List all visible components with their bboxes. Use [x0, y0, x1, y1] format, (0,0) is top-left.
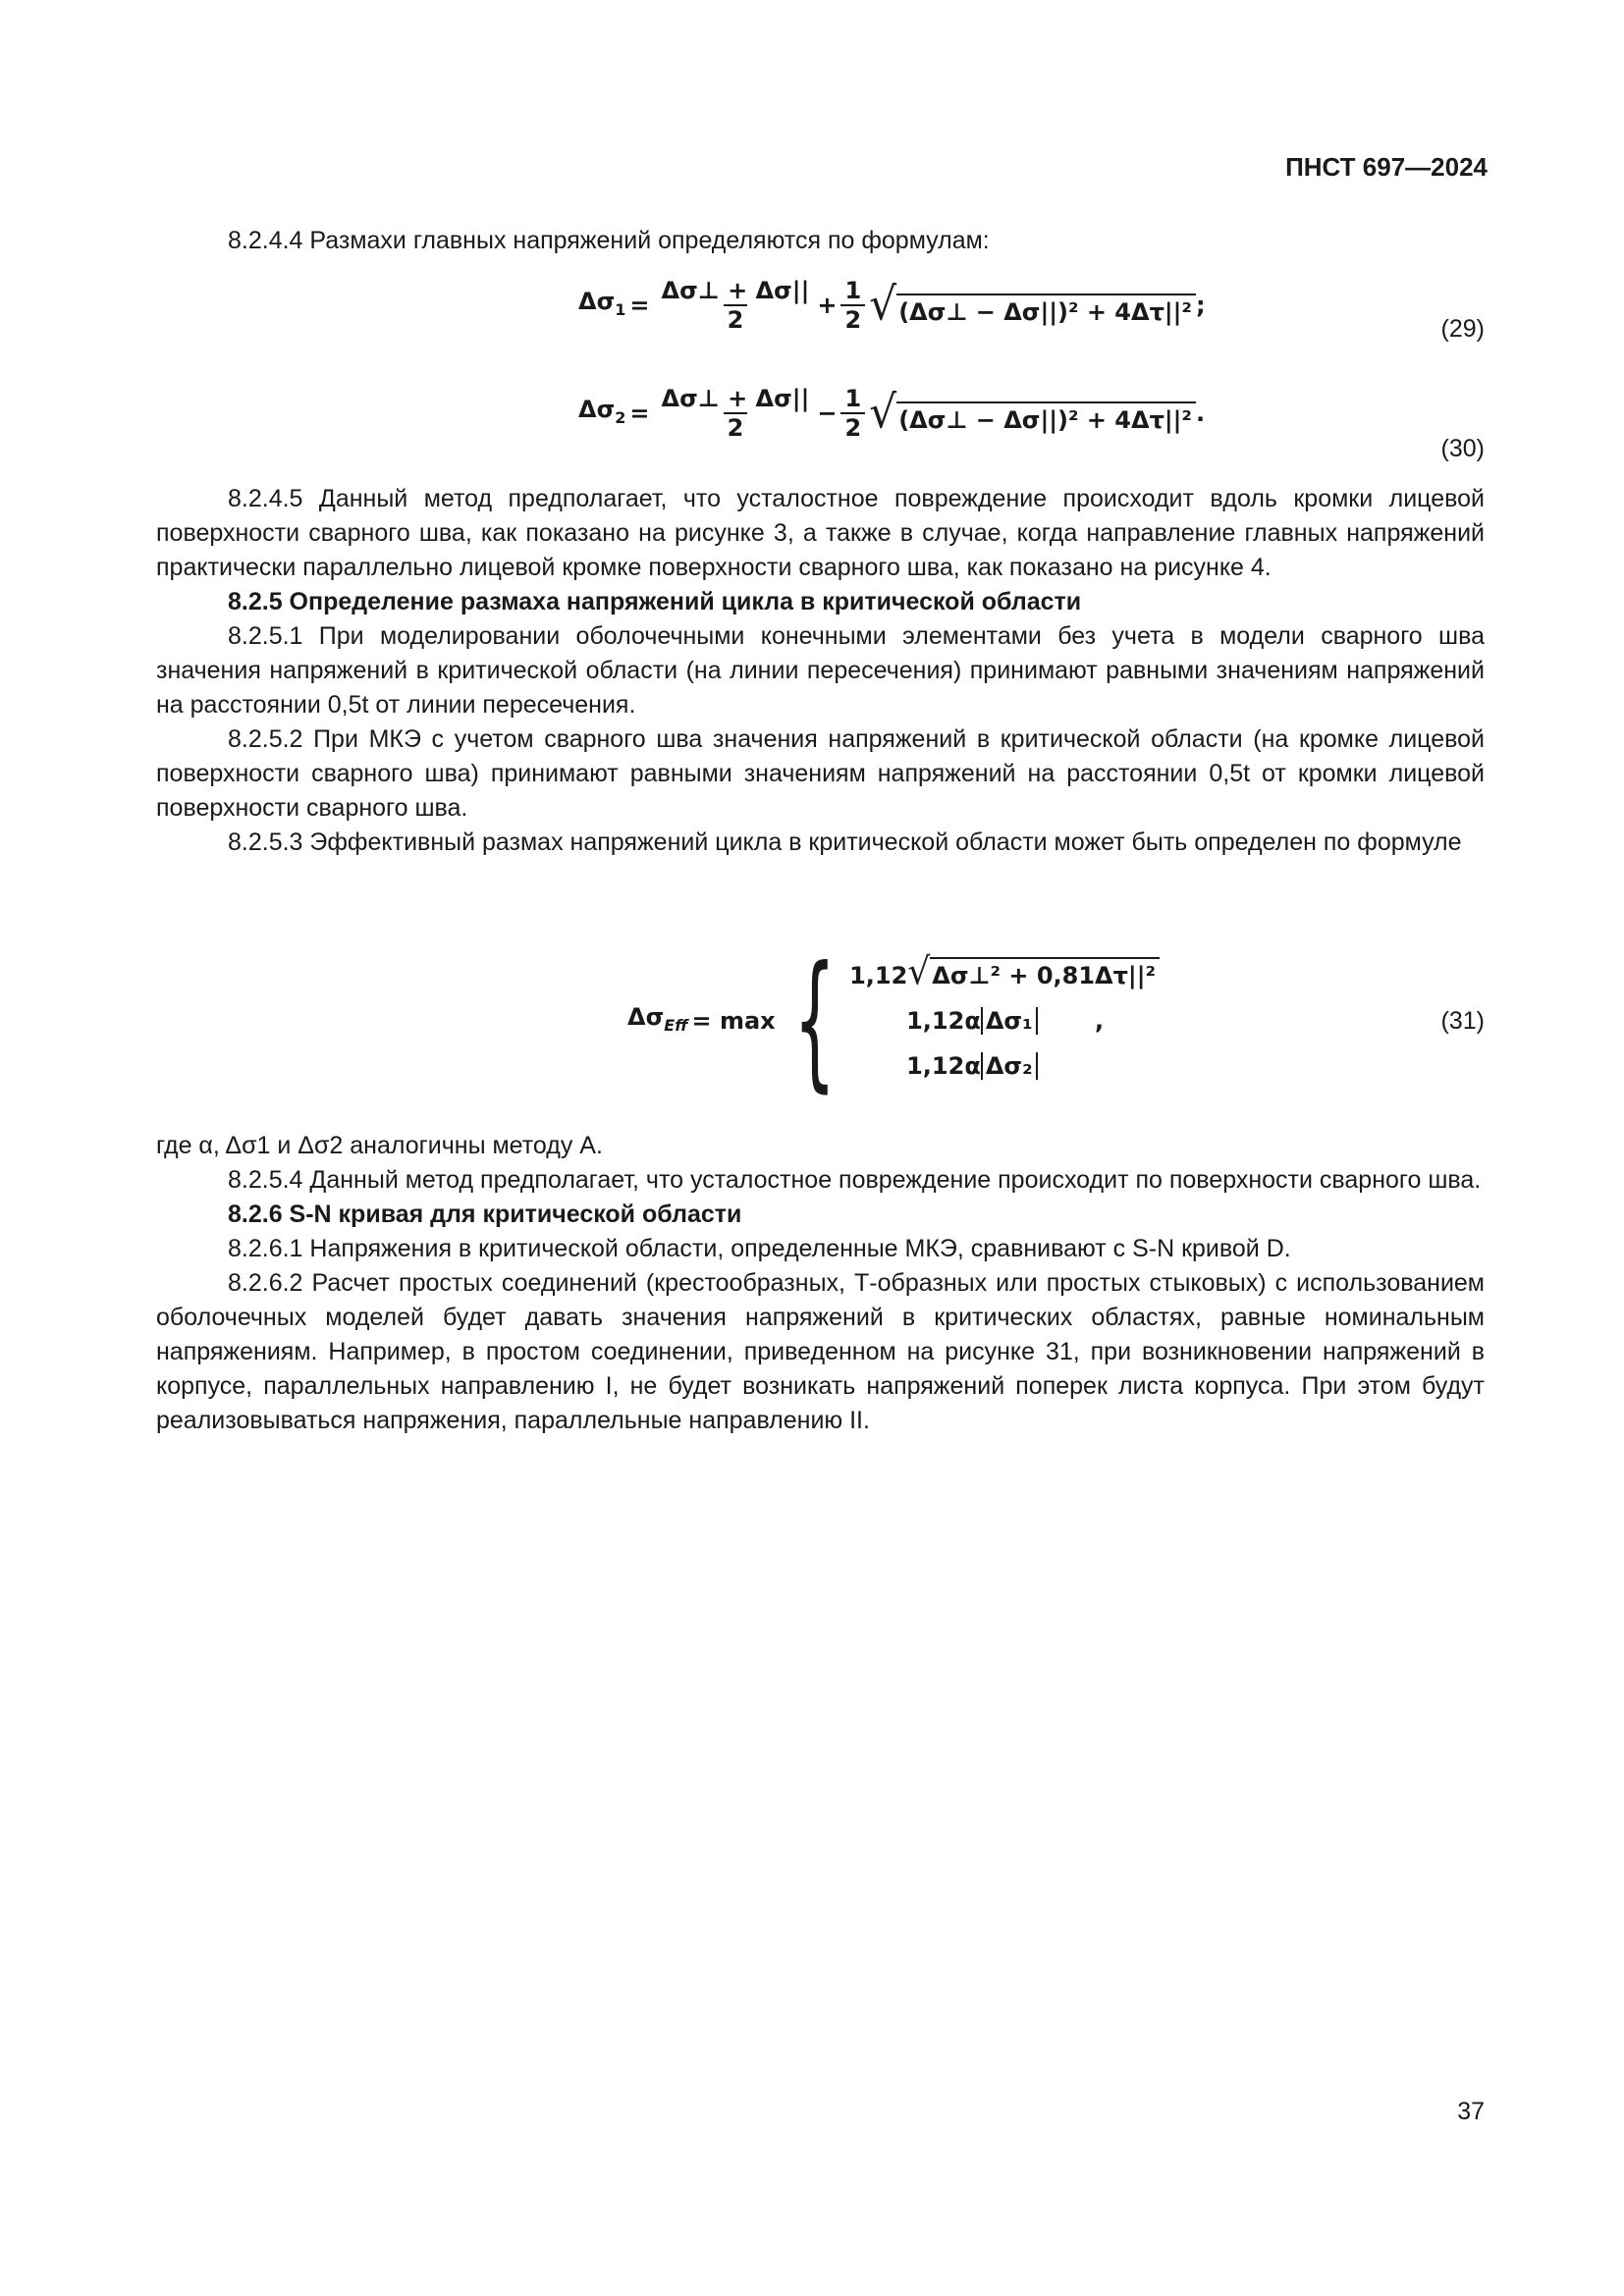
formula-31-brace: {: [792, 935, 836, 1106]
paragraph-block-2: [156, 482, 1485, 860]
formula-31-case-1: 1,12 √ Δσ⊥² + 0,81Δτ||²: [849, 953, 1160, 998]
paragraph-block-1: [156, 224, 1485, 258]
formula-29-sqrt: √ (Δσ⊥ − Δσ||)² + 4Δτ||²: [869, 284, 1196, 327]
formula-29: [156, 277, 1485, 365]
formula-29-fraction: $\frac{\Delta\sigma\perp + \Delta\sigma||}{2}$: [661, 277, 810, 334]
formula-30: [156, 385, 1485, 473]
page-number: 37: [1457, 2098, 1485, 2125]
formula-29-number: (29): [1440, 315, 1485, 343]
paragraph-8-2-6-1: 8.2.6.1 Напряжения в критической области, определенные МКЭ, сравнивают с S-N кривой D.: [228, 1235, 1291, 1262]
paragraph-8-2-6-2: 8.2.6.2 Расчет простых соединений (крестообразных, Т-образных или простых стыковых) с использованием оболочечных моделей будет давать значения напряжений в критических областях, равные номинальным напряжениям. Например, в простом соединении, приведенном на рисунке 31, при возникновении напряжений в корпусе, параллельных направлению I, не будет возникать напряжений поперек листа корпуса. При этом будут реализовываться напряжения, параллельные направлению II.: [156, 1269, 1485, 1434]
paragraph-8-2-4-4: 8.2.4.4 Размахи главных напряжений определяются по формулам:: [228, 227, 990, 254]
paragraph-8-2-4-5: 8.2.4.5 Данный метод предполагает, что усталостное повреждение происходит вдоль кромки лицевой поверхности сварного шва, как показано на рисунке 3, а также в случае, когда направление главных напряжений практически параллельно лицевой кромке поверхности сварного шва, как показано на рисунке 4.: [156, 485, 1485, 581]
paragraph-8-2-5-2: 8.2.5.2 При МКЭ с учетом сварного шва значения напряжений в критической области (на кромке лицевой поверхности сварного шва) принимают равными значениям напряжений на расстоянии 0,5t от кромки лицевой поверхности сварного шва.: [156, 725, 1485, 822]
paragraph-block-3: [156, 1129, 1485, 1438]
formula-29-lhs: $\Delta\sigma_1$: [578, 287, 626, 319]
formula-30-fraction: $\frac{\Delta\sigma\perp + \Delta\sigma||}{2}$: [661, 385, 810, 442]
formula-31-number: (31): [1440, 1007, 1485, 1035]
section-heading-8-2-6: 8.2.6 S-N кривая для критической области: [228, 1201, 742, 1228]
formula-31-case-3: 1,12α Δσ₂: [849, 1043, 1160, 1089]
formula-30-half: $\frac{1}{2}$: [840, 385, 865, 442]
formula-31-lhs: $\Delta\sigma_{Eff}$: [627, 1002, 688, 1035]
paragraph-8-2-5-4: 8.2.5.4 Данный метод предполагает, что усталостное повреждение происходит по поверхности сварного шва.: [228, 1166, 1482, 1194]
formula-30-sqrt: √ (Δσ⊥ − Δσ||)² + 4Δτ||²: [869, 392, 1196, 435]
document-code-header: ПНСТ 697—2024: [1285, 152, 1488, 182]
formula-31-case-2: 1,12α Δσ₁ ,: [906, 1007, 1105, 1035]
formula-30-lhs: $\Delta\sigma_2$: [578, 395, 626, 427]
paragraph-8-2-5-3: 8.2.5.3 Эффективный размах напряжений цикла в критической области может быть определен по формуле: [228, 828, 1462, 856]
paragraph-8-2-5-1: 8.2.5.1 При моделировании оболочечными конечными элементами без учета в модели сварного шва значения напряжений в критической области (на линии пересечения) принимают равными значениям напряжений на расстоянии 0,5t от линии пересечения.: [156, 622, 1485, 719]
formula-30-number: (30): [1440, 435, 1485, 462]
formula-29-expression: $\Delta\sigma_1$ = $\frac{\Delta\sigma\perp + \Delta\sigma||}{2}$ + $\frac{1}{2}$ √ (Δσ⊥ − Δσ||)² + 4Δτ||² ;: [578, 277, 1206, 334]
formula-31: [156, 937, 1485, 1104]
formula-29-half: $\frac{1}{2}$: [840, 277, 865, 334]
paragraph-where: где α, Δσ1 и Δσ2 аналогичны методу А.: [156, 1132, 603, 1159]
section-heading-8-2-5: 8.2.5 Определение размаха напряжений цикла в критической области: [228, 588, 1082, 615]
formula-30-expression: $\Delta\sigma_2$ = $\frac{\Delta\sigma\perp + \Delta\sigma||}{2}$ − $\frac{1}{2}$ √ (Δσ⊥ − Δσ||)² + 4Δτ||² .: [578, 385, 1206, 442]
formula-31-expression: $\Delta\sigma_{Eff}$ = max { 1,12 √ Δσ⊥² + 0,81Δτ||² 1,12α Δσ₁ , 1,12α Δσ₂: [627, 937, 1160, 1104]
formula-31-cases: [849, 950, 1160, 1089]
